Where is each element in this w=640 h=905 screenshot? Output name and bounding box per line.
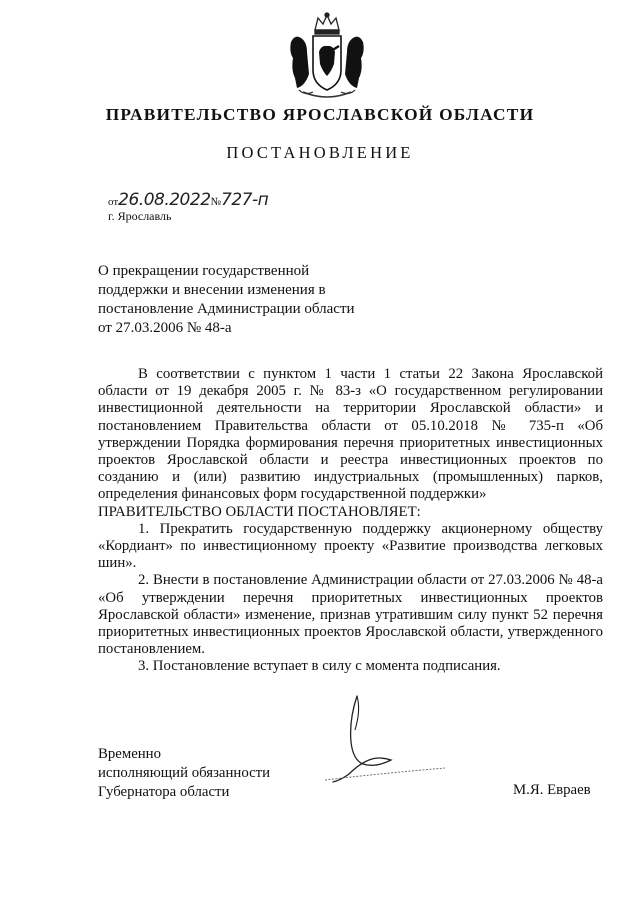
handwritten-number: 727-п	[221, 190, 269, 210]
position-line-2: исполняющий обязанности	[98, 765, 271, 781]
handwritten-date: 26.08.2022	[118, 190, 211, 210]
resolves-heading: ПРАВИТЕЛЬСТВО ОБЛАСТИ ПОСТАНОВЛЯЕТ:	[98, 503, 421, 520]
item-2-paragraph: 2. Внести в постановление Администрации области от 27.03.2006 № 48-а «Об утверждении перечня приоритетных инвестиционных проектов Ярославской области» изменение, признав утратившим силу пункт 52 перечня приоритетных инвестиционных проектов Ярославской области, утвержденного постановлением.	[98, 572, 603, 658]
handwritten-signature-icon	[305, 690, 455, 790]
position-line-1: Временно	[98, 746, 162, 762]
document-body	[98, 366, 603, 676]
registration-line	[108, 190, 268, 210]
position-line-3: Губернатора области	[98, 784, 230, 800]
number-prefix: №	[210, 196, 222, 208]
document-subject: О прекращении государственной поддержки и внесении изменения в постановление Администрации области от 27.03.2006 № 48-а	[98, 263, 355, 336]
coat-of-arms-icon	[285, 12, 369, 98]
date-prefix: от	[108, 196, 119, 208]
city: г. Ярославль	[108, 209, 172, 223]
signatory-name: М.Я. Евраев	[513, 782, 591, 798]
item-3-paragraph: 3. Постановление вступает в силу с момента подписания.	[138, 658, 501, 675]
government-title: ПРАВИТЕЛЬСТВО ЯРОСЛАВСКОЙ ОБЛАСТИ	[105, 105, 535, 124]
signatory-position	[98, 745, 270, 802]
document-type: ПОСТАНОВЛЕНИЕ	[226, 143, 414, 162]
item-1-paragraph: 1. Прекратить государственную поддержку акционерному обществу «Кордиант» по инвестиционному проекту «Развитие производства легковых шин».	[98, 520, 603, 572]
preamble-paragraph: В соответствии с пунктом 1 части 1 статьи 22 Закона Ярославской области от 19 декабря 2005 г. № 83-з «О государственном регулировании инвестиционной деятельности на территории Ярославской области» и постановлением Правительства области от 05.10.2018 № 735-п «Об утверждении Порядка формирования перечня приоритетных инвестиционных проектов Ярославской области и реестра инвестиционных проектов по созданию и (или) развитию индустриальных (промышленных) парков, определения финансовых форм государственной поддержки»	[98, 366, 603, 503]
